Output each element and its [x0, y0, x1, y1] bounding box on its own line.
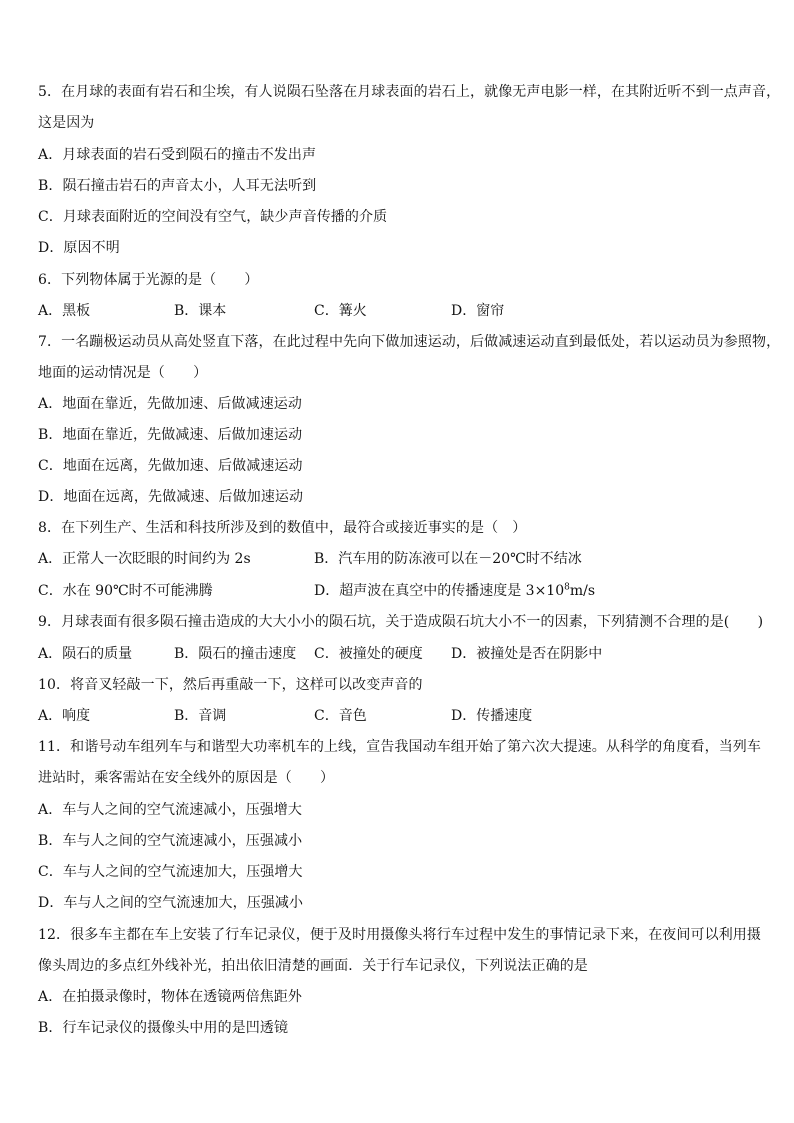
- q11-option-a: A．车与人之间的空气流速减小，压强增大: [38, 802, 303, 818]
- q7-option-b: B．地面在靠近，先做减速、后做加速运动: [38, 427, 303, 443]
- q6-option-b: B．课本: [174, 303, 227, 319]
- q12-option-b: B．行车记录仪的摄像头中用的是凹透镜: [38, 1020, 289, 1036]
- q5-stem-line2: 这是因为: [38, 115, 95, 131]
- q9-option-c: C．被撞处的硬度: [314, 646, 423, 662]
- q7-stem-line1: 7．一名蹦极运动员从高处竖直下落，在此过程中先向下做加速运动，后做减速运动直到最低处，若以运动员为参照物，: [38, 334, 781, 350]
- q7-option-c: C．地面在远离，先做加速、后做减速运动: [38, 458, 303, 474]
- q5-stem-line1: 5．在月球的表面有岩石和尘埃，有人说陨石坠落在月球表面的岩石上，就像无声电影一样，在其附近听不到一点声音，: [38, 84, 781, 100]
- q10-option-c: C．音色: [314, 708, 367, 724]
- q10-option-d: D．传播速度: [451, 708, 533, 724]
- q10-option-a: A．响度: [38, 708, 91, 724]
- q11-stem-line2: 进站时，乘客需站在安全线外的原因是（ ）: [38, 770, 335, 786]
- q8-option-c: C．水在 90℃时不可能沸腾: [38, 583, 213, 599]
- q6-option-d: D．窗帘: [451, 303, 505, 319]
- q8-options-row1: [38, 550, 758, 568]
- q9-option-d: D．被撞处是否在阴影中: [451, 646, 603, 662]
- q10-stem: 10．将音叉轻敲一下，然后再重敲一下，这样可以改变声音的: [38, 677, 423, 693]
- q9-options: [38, 645, 758, 663]
- q10-options: [38, 707, 758, 725]
- q11-option-c: C．车与人之间的空气流速加大，压强增大: [38, 864, 303, 880]
- q7-option-a: A．地面在靠近，先做加速、后做减速运动: [38, 396, 303, 412]
- q8-option-d-text: D．超声波在真空中的传播速度是 3×10: [314, 583, 565, 599]
- q5-option-d: D．原因不明: [38, 240, 120, 256]
- q10-option-b: B．音调: [174, 708, 227, 724]
- q8-option-b: B．汽车用的防冻液可以在－20℃时不结冰: [314, 551, 582, 567]
- q8-option-d-exponent: 8: [564, 582, 570, 593]
- q6-stem: 6．下列物体属于光源的是（ ）: [38, 272, 259, 288]
- q5-option-c: C．月球表面附近的空间没有空气，缺少声音传播的介质: [38, 209, 388, 225]
- q8-stem: 8．在下列生产、生活和科技所涉及到的数值中，最符合或接近事实的是（ ）: [38, 520, 527, 536]
- q11-option-d: D．车与人之间的空气流速加大，压强减小: [38, 895, 304, 911]
- q8-options-row2: [38, 582, 758, 600]
- q12-option-a: A．在拍摄录像时，物体在透镜两倍焦距外: [38, 989, 303, 1005]
- q9-option-a: A．陨石的质量: [38, 646, 133, 662]
- q8-option-d-unit: m/s: [569, 583, 596, 599]
- q11-option-b: B．车与人之间的空气流速减小，压强减小: [38, 833, 303, 849]
- q7-option-d: D．地面在远离，先做减速、后做加速运动: [38, 489, 304, 505]
- q6-options: [38, 302, 758, 320]
- q5-option-a: A．月球表面的岩石受到陨石的撞击不发出声: [38, 147, 317, 163]
- q12-stem-line1: 12．很多车主都在车上安装了行车记录仪，便于及时用摄像头将行车过程中发生的事情记录下来，在夜间可以利用摄: [38, 927, 762, 943]
- q11-stem-line1: 11．和谐号动车组列车与和谐型大功率机车的上线，宣告我国动车组开始了第六次大提速。从科学的角度看，当列车: [38, 739, 762, 755]
- q8-option-a: A．正常人一次眨眼的时间约为 2s: [38, 551, 251, 567]
- q9-option-b: B．陨石的撞击速度: [174, 646, 297, 662]
- q12-stem-line2: 像头周边的多点红外线补光，拍出依旧清楚的画面．关于行车记录仪，下列说法正确的是: [38, 958, 588, 974]
- q7-stem-line2: 地面的运动情况是（ ）: [38, 365, 208, 381]
- q5-option-b: B．陨石撞击岩石的声音太小，人耳无法听到: [38, 178, 317, 194]
- q9-stem: 9．月球表面有很多陨石撞击造成的大大小小的陨石坑，关于造成陨石坑大小不一的因素，下列猜测不合理的是( ): [38, 614, 764, 630]
- q6-option-a: A．黑板: [38, 303, 91, 319]
- q8-option-d: [314, 582, 595, 600]
- q6-option-c: C．篝火: [314, 303, 367, 319]
